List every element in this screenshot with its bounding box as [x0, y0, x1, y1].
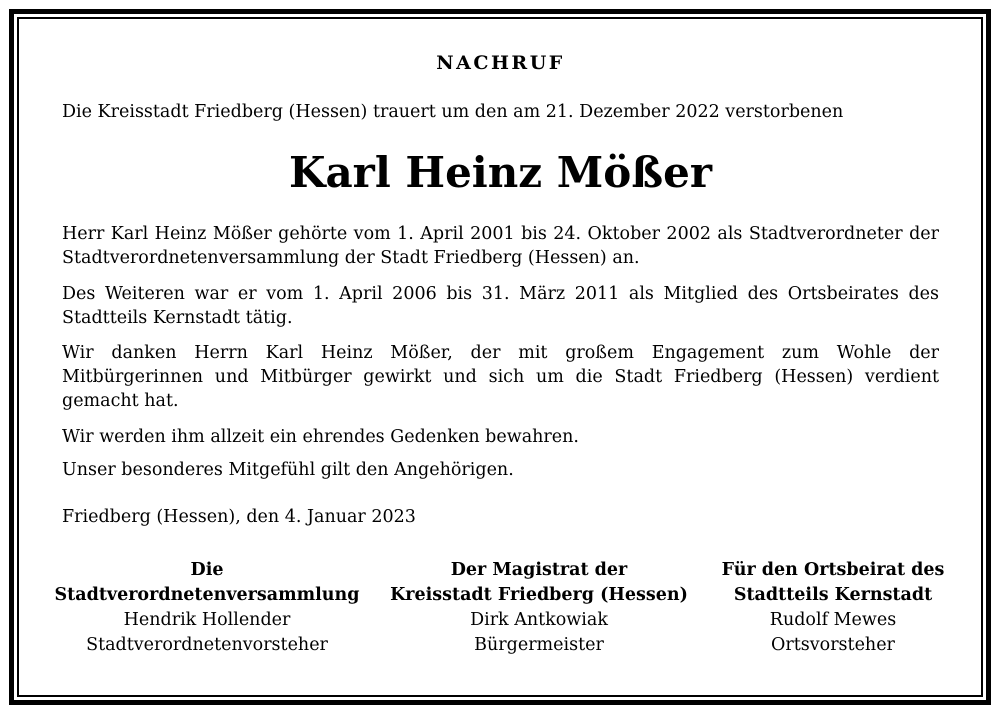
notice-heading: NACHRUF — [436, 52, 565, 74]
paragraph-ortsbeirat-membership: Des Weiteren war er vom 1. April 2006 bis 31. März 2011 als Mitglied des Ortsbeirates des Stadtteils Kernstadt tätig. — [62, 284, 939, 328]
signature-org-line: Kreisstadt Friedberg (Hessen) — [390, 585, 688, 605]
signature-org-line: Stadtteils Kernstadt — [733, 585, 933, 605]
signature-person: Hendrik Hollender — [123, 610, 291, 630]
signature-org-line: Stadtverordnetenversammlung — [54, 585, 360, 605]
signature-person: Rudolf Mewes — [769, 610, 897, 630]
paragraph-thanks: Wir danken Herrn Karl Heinz Mößer, der mit großem Engagement zum Wohle der Mitbürgerinnen und Mitbürger gewirkt und sich um die Stadt Friedberg (Hessen) verdient gemacht hat. — [62, 343, 939, 411]
place-and-date: Friedberg (Hessen), den 4. Januar 2023 — [62, 507, 416, 527]
paragraph-condolences: Unser besonderes Mitgefühl gilt den Angehörigen. — [62, 460, 514, 480]
paragraph-council-membership: Herr Karl Heinz Mößer gehörte vom 1. April 2001 bis 24. Oktober 2002 als Stadtverordneter der Stadtverordnetenversammlung der Stadt Friedberg (Hessen) an. — [62, 224, 939, 268]
signature-org-line: Für den Ortsbeirat des — [721, 560, 945, 580]
signature-block-magistrat — [384, 558, 694, 658]
deceased-name: Karl Heinz Mößer — [288, 148, 713, 197]
signature-role: Ortsvorsteher — [771, 635, 895, 655]
signature-org-line: Der Magistrat der — [450, 560, 628, 580]
signature-block-ortsbeirat — [702, 558, 964, 658]
signature-person: Dirk Antkowiak — [470, 610, 608, 630]
signature-org-line: Die — [190, 560, 224, 580]
signature-role: Bürgermeister — [474, 635, 604, 655]
intro-line: Die Kreisstadt Friedberg (Hessen) trauert um den am 21. Dezember 2022 verstorbenen — [62, 102, 844, 122]
signature-block-council — [52, 558, 362, 658]
signature-role: Stadtverordnetenvorsteher — [86, 635, 328, 655]
paragraph-remembrance: Wir werden ihm allzeit ein ehrendes Gedenken bewahren. — [62, 427, 579, 447]
